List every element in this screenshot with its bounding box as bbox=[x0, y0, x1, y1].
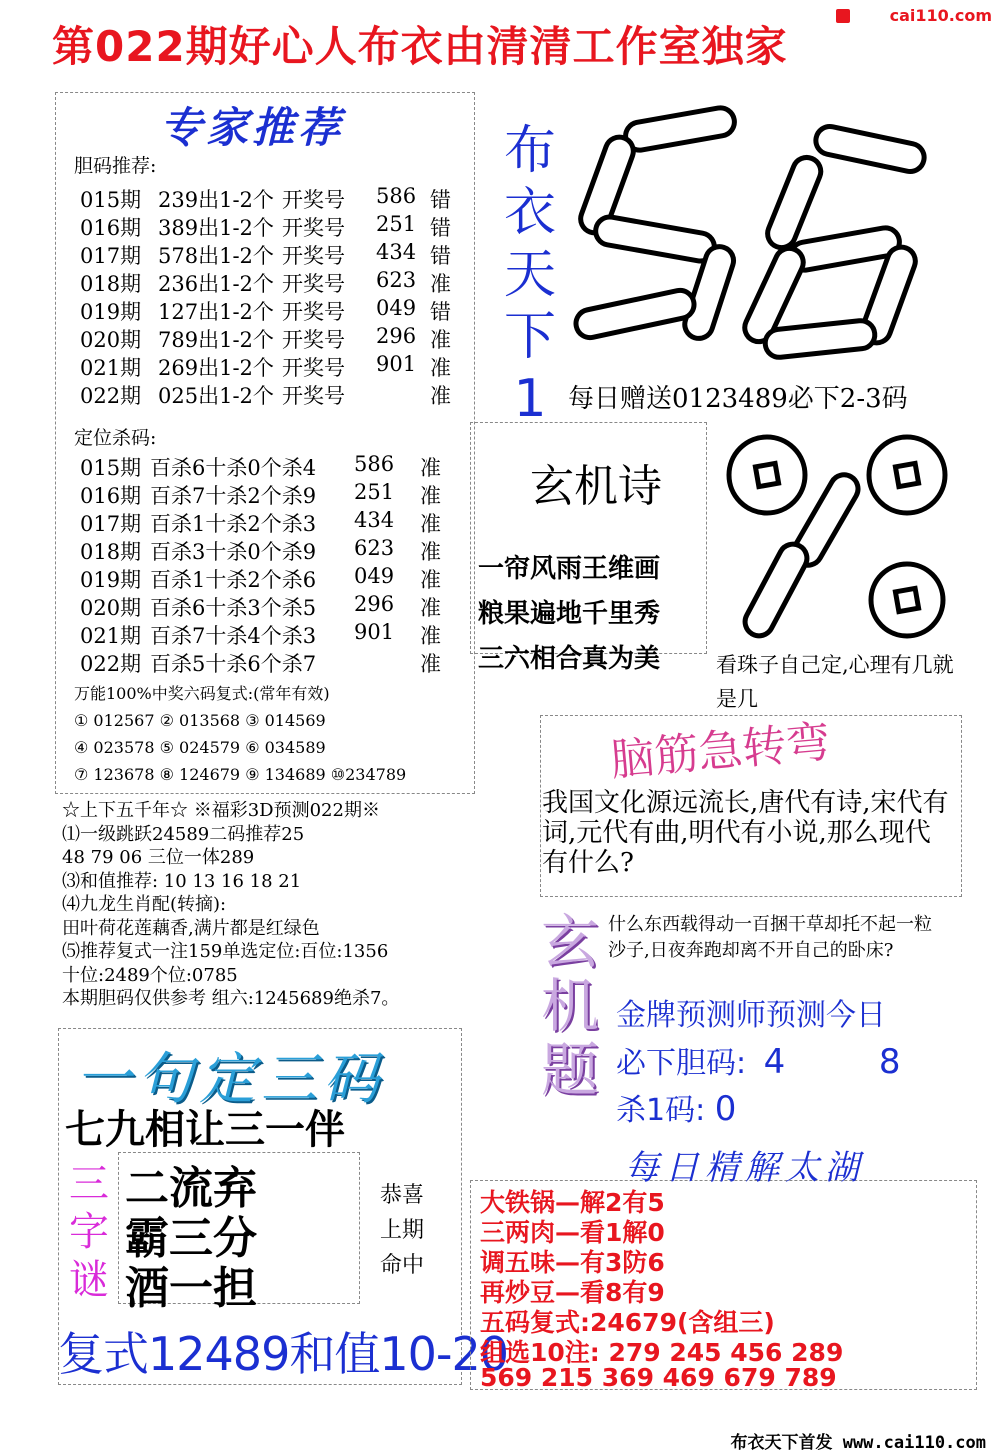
dan-row bbox=[80, 240, 460, 268]
dan-label: 胆码推荐: bbox=[74, 155, 157, 177]
kill-status: 准 bbox=[420, 540, 441, 564]
kill-result: 049 bbox=[354, 564, 395, 588]
forecast-line: ⑴一级跳跃24589二码推荐25 bbox=[62, 823, 305, 845]
dan-label: 开奖号 bbox=[282, 356, 345, 380]
bead-note: 看珠子自己定,心理有几就是几 bbox=[716, 653, 954, 711]
forecast-line: 本期胆码仅供参考 组六:1245689绝杀7。 bbox=[62, 988, 400, 1009]
dan-period: 018期 bbox=[80, 272, 142, 296]
xjt-vertical-title bbox=[540, 910, 600, 1102]
dan-status: 错 bbox=[430, 244, 451, 268]
dan-period: 021期 bbox=[80, 356, 142, 380]
forecast-line: ☆上下五千年☆ ※福彩3D预测022期※ bbox=[62, 800, 380, 821]
congrats-text: 命中 bbox=[380, 1253, 425, 1278]
taihu-line: 再炒豆—看8有9 bbox=[480, 1278, 665, 1307]
kill-status: 准 bbox=[420, 568, 441, 592]
dan-period: 022期 bbox=[80, 384, 142, 408]
xjt-char: 机 bbox=[540, 972, 599, 1040]
expert-heading: 专家推荐 bbox=[160, 103, 345, 152]
taihu-line: 569 215 369 469 679 789 bbox=[480, 1363, 837, 1392]
kill-result: 901 bbox=[354, 620, 395, 644]
dan-label: 开奖号 bbox=[282, 244, 345, 268]
kill-kill: 百杀6十杀0个杀4 bbox=[150, 456, 317, 480]
congrats-text: 上期 bbox=[380, 1218, 425, 1243]
kill-period: 015期 bbox=[80, 456, 142, 480]
dan-pick: 239出1-2个 bbox=[158, 188, 274, 212]
kill-result: 251 bbox=[354, 480, 395, 504]
kill-kill: 百杀7十杀2个杀9 bbox=[150, 484, 317, 508]
kill-row bbox=[80, 480, 460, 508]
dan-result: 049 bbox=[376, 296, 417, 320]
buyi-char: 衣 bbox=[503, 183, 556, 243]
xjt-char: 玄 bbox=[540, 908, 599, 976]
dan-status: 错 bbox=[430, 300, 451, 324]
kill-row bbox=[80, 452, 460, 480]
riddle-label bbox=[66, 1160, 112, 1304]
dan-period: 016期 bbox=[80, 216, 142, 240]
kill-status: 准 bbox=[420, 652, 441, 676]
fushi-line: 复式12489和值10-20 bbox=[58, 1327, 508, 1381]
dan-result: 623 bbox=[376, 268, 417, 292]
kill-one-label: 杀1码: bbox=[616, 1093, 706, 1128]
dan-row bbox=[80, 380, 460, 408]
kill-period: 018期 bbox=[80, 540, 142, 564]
dan-status: 准 bbox=[430, 384, 451, 408]
kill-status: 准 bbox=[420, 596, 441, 620]
buyi-char: 布 bbox=[503, 121, 556, 181]
kill-period: 020期 bbox=[80, 596, 142, 620]
kill-row bbox=[80, 592, 460, 620]
dan-label: 开奖号 bbox=[282, 328, 345, 352]
dan-label: 开奖号 bbox=[282, 272, 345, 296]
kill-row bbox=[80, 648, 460, 676]
congrats-text: 恭喜 bbox=[380, 1183, 425, 1208]
taihu-line: 组选10注: 279 245 456 289 bbox=[480, 1338, 844, 1367]
poem-line: 一帘风雨王维画 bbox=[478, 554, 661, 584]
footer-text[interactable]: 布衣天下首发 www.cai110.com bbox=[730, 1433, 986, 1453]
dan-label: 开奖号 bbox=[282, 384, 345, 408]
dan-label: 开奖号 bbox=[282, 300, 345, 324]
dan-status: 准 bbox=[430, 356, 451, 380]
gold-predictor-line: 金牌预测师预测今日 bbox=[616, 998, 886, 1033]
dan-pick: 236出1-2个 bbox=[158, 272, 274, 296]
buyi-char: 下 bbox=[503, 307, 556, 367]
taihu-line: 调五味—有3防6 bbox=[480, 1248, 665, 1277]
coins-graphic bbox=[712, 430, 962, 640]
riddle-label-char: 字 bbox=[69, 1209, 109, 1255]
site-url[interactable]: cai110.com bbox=[889, 6, 992, 25]
buyi-vertical-title bbox=[500, 120, 560, 430]
forecast-line: ⑷九龙生肖配(转摘): bbox=[62, 894, 227, 915]
kill-one-digit: 0 bbox=[714, 1089, 737, 1129]
kill-status: 准 bbox=[420, 624, 441, 648]
buyi-char: 1 bbox=[513, 369, 547, 429]
dan-status: 准 bbox=[430, 328, 451, 352]
kill-row bbox=[80, 536, 460, 564]
xjt-char: 题 bbox=[540, 1036, 599, 1104]
kill-period: 017期 bbox=[80, 512, 142, 536]
dan-result: 901 bbox=[376, 352, 417, 376]
dan-pick: 025出1-2个 bbox=[158, 384, 274, 408]
forecast-line: 十位:2489个位:0785 bbox=[62, 964, 238, 986]
dan-result: 434 bbox=[376, 240, 417, 264]
dan-period: 015期 bbox=[80, 188, 142, 212]
kill-row bbox=[80, 564, 460, 592]
must-digit-a: 4 bbox=[763, 1042, 786, 1082]
dan-status: 准 bbox=[430, 272, 451, 296]
dan-status: 错 bbox=[430, 216, 451, 240]
kill-period: 016期 bbox=[80, 484, 142, 508]
kill-label: 定位杀码: bbox=[74, 427, 157, 449]
taihu-line: 五码复式:24679(含组三) bbox=[480, 1308, 775, 1337]
dan-row bbox=[80, 324, 460, 352]
kill-kill: 百杀6十杀3个杀5 bbox=[150, 596, 317, 620]
wanneng-line: ① 012567 ② 013568 ③ 014569 bbox=[74, 711, 326, 730]
xuanji-title: 玄机诗 bbox=[530, 461, 662, 512]
kill-status: 准 bbox=[420, 512, 441, 536]
must-line bbox=[616, 1038, 900, 1082]
site-logo-icon bbox=[836, 9, 850, 23]
kill-kill: 百杀7十杀4个杀3 bbox=[150, 624, 317, 648]
riddle-word: 酒一担 bbox=[125, 1263, 257, 1314]
dan-label: 开奖号 bbox=[282, 188, 345, 212]
dan-row bbox=[80, 184, 460, 212]
forecast-line: ⑶和值推荐: 10 13 16 18 21 bbox=[62, 870, 302, 892]
must-label: 必下胆码: bbox=[616, 1046, 747, 1081]
kill-result: 434 bbox=[354, 508, 395, 532]
kill-kill: 百杀1十杀2个杀3 bbox=[150, 512, 317, 536]
wanneng-line: ⑦ 123678 ⑧ 124679 ⑨ 134689 ⑩234789 bbox=[74, 765, 407, 784]
taihu-title: 每日精解太湖 bbox=[625, 1148, 865, 1188]
dan-pick: 389出1-2个 bbox=[158, 216, 274, 240]
kill-period: 022期 bbox=[80, 652, 142, 676]
dan-row bbox=[80, 212, 460, 240]
brain-title: 脑筋急转弯 bbox=[608, 716, 833, 787]
dan-period: 019期 bbox=[80, 300, 142, 324]
dan-result: 586 bbox=[376, 184, 417, 208]
dan-pick: 269出1-2个 bbox=[158, 356, 274, 380]
dan-pick: 789出1-2个 bbox=[158, 328, 274, 352]
taihu-line: 三两肉—看1解0 bbox=[480, 1218, 665, 1247]
dan-status: 错 bbox=[430, 188, 451, 212]
wanneng-label: 万能100%中奖六码复式:(常年有效) bbox=[74, 684, 330, 703]
forecast-line: 48 79 06 三位一体289 bbox=[62, 847, 255, 868]
dan-result: 296 bbox=[376, 324, 417, 348]
kill-status: 准 bbox=[420, 484, 441, 508]
dan-period: 017期 bbox=[80, 244, 142, 268]
riddle-question: 什么东西载得动一百捆干草却托不起一粒沙子,日夜奔跑却离不开自己的卧床? bbox=[608, 914, 932, 961]
dan-pick: 578出1-2个 bbox=[158, 244, 274, 268]
dan-label: 开奖号 bbox=[282, 216, 345, 240]
page-title: 第022期好心人布衣由清清工作室独家 bbox=[52, 22, 788, 71]
big-digits-graphic bbox=[565, 95, 955, 375]
poem-line: 三六相合真为美 bbox=[478, 644, 661, 674]
kill-kill: 百杀5十杀6个杀7 bbox=[150, 652, 317, 676]
riddle-word: 霸三分 bbox=[125, 1213, 257, 1264]
must-digit-b: 8 bbox=[878, 1042, 901, 1082]
kill-row bbox=[80, 508, 460, 536]
kill-period: 019期 bbox=[80, 568, 142, 592]
forecast-line: ⑸推荐复式一注159单选定位:百位:1356 bbox=[62, 941, 389, 962]
riddle-label-char: 三 bbox=[69, 1161, 109, 1207]
kill-status: 准 bbox=[420, 456, 441, 480]
three-codes-phrase: 七九相让三一伴 bbox=[65, 1107, 345, 1153]
brain-question: 我国文化源远流长,唐代有诗,宋代有词,元代有曲,明代有小说,那么现代有什么? bbox=[542, 788, 949, 878]
kill-kill: 百杀1十杀2个杀6 bbox=[150, 568, 317, 592]
buyi-char: 天 bbox=[503, 245, 556, 305]
forecast-line: 田叶荷花莲藕香,满片都是红绿色 bbox=[62, 917, 320, 939]
dan-row bbox=[80, 268, 460, 296]
dan-result: 251 bbox=[376, 212, 417, 236]
dan-period: 020期 bbox=[80, 328, 142, 352]
dan-pick: 127出1-2个 bbox=[158, 300, 274, 324]
kill-result: 296 bbox=[354, 592, 395, 616]
poem-line: 粮果遍地千里秀 bbox=[478, 599, 661, 629]
kill-result: 586 bbox=[354, 452, 395, 476]
three-codes-heading: 一句定三码 bbox=[75, 1047, 385, 1112]
kill-row bbox=[80, 620, 460, 648]
kill-period: 021期 bbox=[80, 624, 142, 648]
dan-row bbox=[80, 296, 460, 324]
kill-kill: 百杀3十杀0个杀9 bbox=[150, 540, 317, 564]
wanneng-line: ④ 023578 ⑤ 024579 ⑥ 034589 bbox=[74, 738, 326, 757]
kill-result: 623 bbox=[354, 536, 395, 560]
riddle-word: 二流弃 bbox=[125, 1163, 257, 1214]
dan-row bbox=[80, 352, 460, 380]
taihu-line: 大铁锅—解2有5 bbox=[480, 1188, 665, 1217]
daily-gift: 每日赠送0123489必下2-3码 bbox=[568, 384, 908, 414]
riddle-label-char: 谜 bbox=[69, 1257, 109, 1303]
kill-one-line bbox=[616, 1085, 736, 1129]
